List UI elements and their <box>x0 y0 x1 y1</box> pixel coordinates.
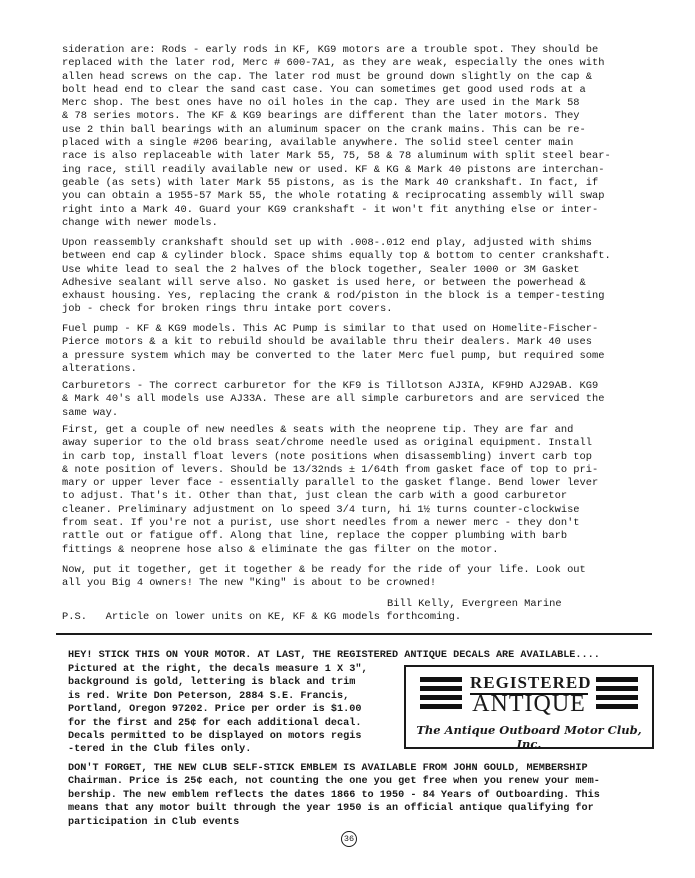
text-line: replaced with the later rod, Merc # 600-7A1, as they are weak, especially the ones with <box>62 57 605 70</box>
registered-antique-decal <box>404 665 654 749</box>
text-line: Portland, Oregon 97202. Price per order is $1.00 <box>68 704 362 716</box>
section-divider <box>56 633 652 635</box>
paragraph-reassembly <box>62 237 644 317</box>
text-line: rattle out or fatigue off. Along that line, replace the copper plumbing with barb <box>62 530 568 543</box>
text-line: same way. <box>62 406 119 419</box>
decal-right-stripes <box>596 677 638 715</box>
emblem-notice <box>68 762 648 829</box>
paragraph-rods-bearings <box>62 44 644 230</box>
text-line: bolt head end to clear the sand cast case. You can sometimes get good used rods at a <box>62 83 586 96</box>
text-line: change with newer models. <box>62 216 218 229</box>
text-line: placed with a single #206 bearing, available anywhere. The solid steel center main <box>62 137 574 150</box>
text-line: job - check for broken rings thru intake port covers. <box>62 303 393 316</box>
text-line: between end cap & cylinder block. Space shims equally top & bottom to center crankshaft. <box>62 250 611 263</box>
text-line: right into a Mark 40. Guard your KG9 crankshaft - it won't fit anything else or inter- <box>62 203 599 216</box>
text-line: exhaust housing. Yes, replacing the crank & rod/piston in the block is a temper-testing <box>62 290 605 303</box>
text-line: cleaner. Preliminary adjustment on lo speed 3/4 turn, hi 1½ turns counter-clockwise <box>62 503 580 516</box>
text-line: away superior to the old brass seat/chrome needle used as original equipment. Install <box>62 437 593 450</box>
text-line: Adhesive sealant will serve also. No gasket is used here, or between the powerhead & <box>62 276 586 289</box>
text-line: use 2 thin ball bearings with an aluminum spacer on the crank mains. This can be re- <box>62 123 586 136</box>
text-line: Upon reassembly crankshaft should set up with .008-.012 end play, adjusted with shims <box>62 237 593 249</box>
text-line: geable (as sets) with later Mark 55 pistons, as is the Mark 40 crankshaft. In fact, if <box>62 176 599 189</box>
text-line: bership. The new emblem reflects the dates 1866 to 1950 - 84 Years of Outboarding. This <box>68 789 600 801</box>
text-line: participation in Club events <box>68 816 240 828</box>
text-line: fittings & neoprene hose also & eliminate the gas filter on the motor. <box>62 543 499 556</box>
decal-registered-text: REGISTERED <box>470 673 588 695</box>
paragraph-needles-seats <box>62 424 644 557</box>
text-line: allen head screws on the cap. The later rod must be ground down slightly on the cap & <box>62 70 593 83</box>
paragraph-carburetors <box>62 380 644 420</box>
text-line: sideration are: Rods - early rods in KF, KG9 motors are a trouble spot. They should be <box>62 44 599 56</box>
decal-left-stripes <box>420 677 462 715</box>
text-line: & note position of levers. Should be 13/32nds ± 1/64th from gasket face of top to pri- <box>62 463 599 476</box>
text-line: Merc shop. The best ones have no oil holes in the cap. They are used in the Mark 58 <box>62 97 580 110</box>
decal-club-name: The Antique Outboard Motor Club, Inc. <box>416 723 642 751</box>
text-line: Decals permitted to be displayed on motors regis <box>68 731 362 743</box>
decal-notice-headline: HEY! STICK THIS ON YOUR MOTOR. AT LAST, THE REGISTERED ANTIQUE DECALS ARE AVAILABLE.... <box>68 650 600 661</box>
text-line: Pictured at the right, the decals measure 1 X 3", <box>68 664 368 675</box>
text-line: for the first and 25¢ for each additional decal. <box>68 717 362 729</box>
text-line: Now, put it together, get it together & be ready for the ride of your life. Look out <box>62 564 586 576</box>
postscript: P.S. Article on lower units on KE, KF & KG models forthcoming. <box>62 611 462 623</box>
text-line: Use white lead to seal the 2 halves of the block together, Sealer 1000 or 3M Gasket <box>62 263 580 276</box>
paragraph-fuel-pump <box>62 323 644 376</box>
text-line: a pressure system which may be converted to the later Merc fuel pump, but required some <box>62 349 605 362</box>
text-line: to adjust. That's it. Other than that, just clean the carb with a good carburetor <box>62 490 568 503</box>
text-line: -tered in the Club files only. <box>68 744 252 756</box>
decal-antique-text: ANTIQUE <box>472 691 586 717</box>
text-line: Pierce motors & a kit to rebuild should be available thru their dealers. Mark 40 uses <box>62 336 593 349</box>
paragraph-closing <box>62 564 644 591</box>
text-line: Chairman. Price is 25¢ each, not counting the one you get free when you renew your mem- <box>68 776 600 788</box>
text-line: race is also replaceable with later Mark 55, 75, 58 & 78 aluminum with split steel bear- <box>62 150 611 163</box>
text-line: you can obtain a 1955-57 Mark 55, the whole rotating & reciprocating assembly will swap <box>62 190 605 203</box>
text-line: mary or upper lever face - essentially parallel to the gasket flange. Bend lower lever <box>62 477 599 490</box>
text-line: & 78 series motors. The KF & KG9 bearings are different than the later motors. They <box>62 110 580 123</box>
text-line: from seat. If you're not a purist, use short needles from a newer merc - they don't <box>62 517 580 530</box>
text-line: & Mark 40's all models use AJ33A. These are all simple carburetors and are serviced the <box>62 393 605 406</box>
text-line: DON'T FORGET, THE NEW CLUB SELF-STICK EMBLEM IS AVAILABLE FROM JOHN GOULD, MEMBERSHIP <box>68 763 588 774</box>
decal-notice-body <box>68 663 398 757</box>
text-line: background is gold, lettering is black and trim <box>68 677 356 689</box>
text-line: Fuel pump - KF & KG9 models. This AC Pump is similar to that used on Homelite-Fischer- <box>62 323 599 335</box>
text-line: First, get a couple of new needles & seats with the neoprene tip. They are far and <box>62 424 574 436</box>
signature: Bill Kelly, Evergreen Marine <box>387 598 562 610</box>
text-line: is red. Write Don Peterson, 2884 S.E. Francis, <box>68 690 350 702</box>
page-number: 36 <box>341 831 357 847</box>
text-line: in carb top, install float levers (note positions when disassembling) invert carb top <box>62 450 593 463</box>
text-line: Carburetors - The correct carburetor for the KF9 is Tillotson AJ3IA, KF9HD AJ29AB. KG9 <box>62 380 599 392</box>
text-line: alterations. <box>62 362 137 375</box>
text-line: all you Big 4 owners! The new "King" is about to be crowned! <box>62 577 437 590</box>
text-line: ing race, still readily available new or used. KF & KG & Mark 40 pistons are interchan- <box>62 163 605 176</box>
text-line: means that any motor built through the year 1950 is an official antique qualifying for <box>68 803 594 815</box>
